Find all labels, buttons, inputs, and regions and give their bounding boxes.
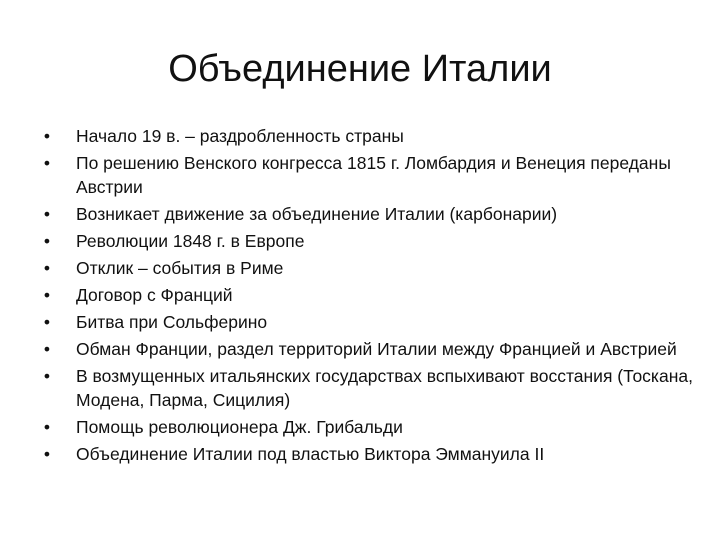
bullet-item [40, 283, 700, 307]
bullet-item [40, 442, 700, 466]
bullet-text: Помощь революционера Дж. Грибальди [76, 417, 403, 437]
bullet-item [40, 364, 700, 412]
bullet-item [40, 415, 700, 439]
bullet-dot-icon: • [43, 126, 51, 146]
bullet-dot-icon: • [43, 444, 51, 464]
bullet-text: Битва при Сольферино [76, 312, 268, 332]
bullet-text: Договор с Франций [76, 285, 233, 305]
bullet-dot-icon: • [43, 417, 51, 437]
bullet-item [40, 229, 700, 253]
bullet-text: Революции 1848 г. в Европе [76, 231, 305, 251]
bullet-item [40, 337, 700, 361]
bullet-text: В возмущенных итальянских государствах вспыхивают восстания (Тоскана, Модена, Парма, Сицилия) [76, 366, 693, 410]
bullet-dot-icon: • [43, 366, 51, 386]
bullet-item [40, 151, 700, 199]
bullet-text: Возникает движение за объединение Италии (карбонарии) [76, 204, 558, 224]
bullet-text: Начало 19 в. – раздробленность страны [76, 126, 404, 146]
bullet-dot-icon: • [43, 285, 51, 305]
bullet-dot-icon: • [43, 153, 51, 173]
bullet-dot-icon: • [43, 204, 51, 224]
bullet-item [40, 124, 700, 148]
bullet-dot-icon: • [43, 231, 51, 251]
bullet-dot-icon: • [43, 339, 51, 359]
bullet-item [40, 256, 700, 280]
bullet-text: По решению Венского конгресса 1815 г. Ломбардия и Венеция переданы Австрии [76, 153, 671, 197]
bullet-list [40, 124, 700, 469]
bullet-text: Обман Франции, раздел территорий Италии между Францией и Австрией [76, 339, 677, 359]
bullet-dot-icon: • [43, 258, 51, 278]
bullet-text: Отклик – события в Риме [76, 258, 284, 278]
bullet-text: Объединение Италии под властью Виктора Эммануила II [76, 444, 545, 464]
bullet-item [40, 310, 700, 334]
bullet-item [40, 202, 700, 226]
slide-title: Объединение Италии [168, 48, 552, 90]
bullet-dot-icon: • [43, 312, 51, 332]
